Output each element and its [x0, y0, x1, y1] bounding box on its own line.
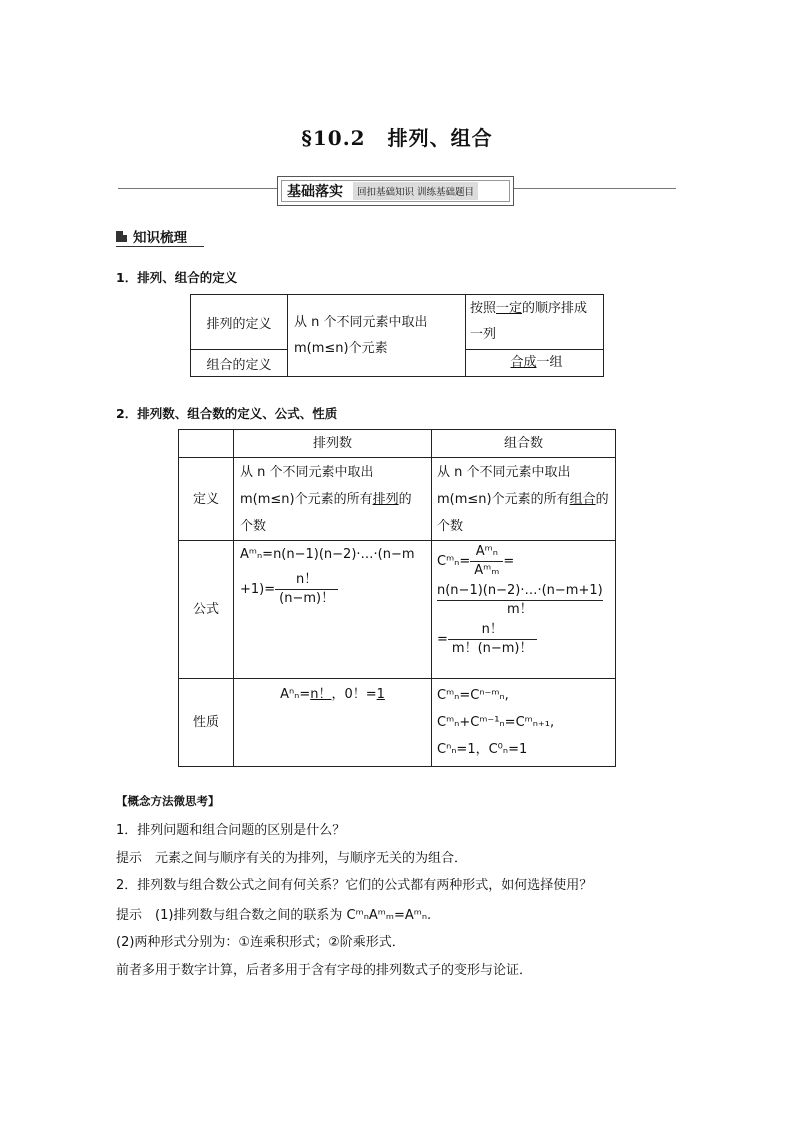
- perm-def-key: 排列: [372, 491, 399, 507]
- perm-fraction: [275, 571, 338, 608]
- answer-1: 提示 元素之间与顺序有关的为排列，与顺序无关的为组合．: [116, 851, 468, 866]
- comb-eq-2: =: [437, 632, 448, 647]
- perm-def-line2: m(m≤n)个元素的所有: [240, 491, 373, 507]
- question-2: 2．排列数与组合数公式之间有何关系？它们的公式都有两种形式，如何选择使用？: [116, 878, 593, 893]
- def-label: 定义: [179, 458, 234, 541]
- perm-prop-b: ，0！=: [331, 687, 377, 702]
- perm-formula-line1: Aᵐₙ=n(n−1)(n−2)·…·(n−m: [240, 547, 415, 562]
- perm-def-line3: 个数: [240, 518, 267, 534]
- comb-prop-line1: Cᵐₙ=Cⁿ⁻ᵐₙ,: [437, 688, 509, 703]
- comb-frac3-num: n！: [448, 621, 537, 640]
- comb-def-cell: [432, 458, 616, 541]
- header-perm: 排列数: [234, 430, 432, 458]
- perm-def-right: [466, 295, 604, 350]
- comb-fraction-2: [437, 582, 603, 619]
- comb-prop-line2: Cᵐₙ+Cᵐ⁻¹ₙ=Cᵐₙ₊₁,: [437, 715, 555, 730]
- comb-fraction-3: [448, 621, 537, 658]
- think-heading: 【概念方法微思考】: [116, 794, 220, 808]
- comb-def-key: 组合: [569, 491, 596, 507]
- perm-def-text-b: 的顺序排成: [522, 301, 588, 316]
- answer-4: 前者多用于数字计算，后者多用于含有字母的排列数式子的变形与论证．: [116, 963, 533, 978]
- perm-def-label: 排列的定义: [191, 295, 288, 350]
- banner-rule-left: [118, 188, 277, 189]
- shared-def-line1: 从 n 个不同元素中取出: [294, 314, 428, 330]
- comb-frac2-num: n(n−1)(n−2)·…·(n−m+1): [437, 582, 603, 601]
- definition-table: [190, 294, 604, 377]
- comb-frac1-num: Aᵐₙ: [470, 543, 503, 562]
- prop-label: 性质: [179, 679, 234, 767]
- comb-def-right: [466, 350, 604, 377]
- perm-frac-num: n！: [275, 571, 338, 590]
- comb-prop-line3: Cⁿₙ=1，C⁰ₙ=1: [437, 742, 528, 757]
- comb-frac1-den: Aᵐₘ: [474, 563, 500, 578]
- perm-prop-u1: n！: [310, 687, 332, 702]
- comb-frac2-den: m！: [507, 602, 533, 617]
- banner-title: 基础落实: [287, 184, 343, 200]
- formula-label: 公式: [179, 541, 234, 679]
- perm-def-line1: 从 n 个不同元素中取出: [240, 464, 374, 480]
- square-bullet-icon: [116, 231, 127, 242]
- comb-prop-cell: [432, 679, 616, 767]
- comb-def-label: 组合的定义: [191, 350, 288, 377]
- answer-3: (2)两种形式分别为：①连乘积形式；②阶乘形式．: [116, 935, 405, 950]
- header-comb: 组合数: [432, 430, 616, 458]
- perm-prop-a: Aⁿₙ=: [280, 687, 311, 702]
- perm-def-text-c: 一列: [470, 327, 497, 342]
- perm-formula-cell: [234, 541, 432, 679]
- corner-cell: [179, 430, 234, 458]
- perm-def-cell: [234, 458, 432, 541]
- perm-prop-u2: 1: [376, 687, 385, 702]
- comb-eq-1: =: [503, 554, 515, 569]
- comb-fraction-1: [470, 543, 503, 580]
- item-2-heading: 2．排列数、组合数的定义、公式、性质: [116, 406, 338, 421]
- shared-def-cell: [288, 295, 466, 377]
- perm-def-text-a: 按照: [470, 301, 497, 316]
- section-number: §10.2: [301, 126, 366, 150]
- formula-table: [178, 429, 616, 767]
- perm-def-de: 的: [398, 491, 412, 507]
- section-banner: [277, 176, 514, 206]
- section-name: 排列、组合: [387, 126, 493, 150]
- comb-def-line2: m(m≤n)个元素的所有: [437, 491, 570, 507]
- perm-formula-line2: +1)=: [240, 582, 276, 597]
- comb-def-text: 一组: [536, 355, 563, 370]
- perm-def-underlined: 一定: [496, 301, 523, 316]
- comb-def-de: 的: [595, 491, 609, 507]
- perm-prop-cell: [234, 679, 432, 767]
- item-1-heading: 1．排列、组合的定义: [116, 270, 238, 285]
- comb-def-line1: 从 n 个不同元素中取出: [437, 464, 571, 480]
- banner-subtitle: 回扣基础知识 训练基础题目: [353, 182, 478, 200]
- comb-def-line3: 个数: [437, 518, 464, 534]
- comb-def-underlined: 合成: [510, 355, 537, 370]
- comb-frac3-den: m！(n−m)！: [451, 641, 533, 656]
- knowledge-heading-text: 知识梳理: [133, 230, 187, 246]
- comb-formula-lhs: Cᵐₙ=: [437, 554, 471, 569]
- comb-formula-cell: [432, 541, 616, 679]
- shared-def-line2: m(m≤n)个元素: [294, 340, 388, 356]
- answer-2: 提示 (1)排列数与组合数之间的联系为 CᵐₙAᵐₘ=Aᵐₙ.: [116, 908, 432, 923]
- question-1: 1．排列问题和组合问题的区别是什么？: [116, 823, 346, 838]
- banner-rule-right: [514, 188, 676, 189]
- knowledge-heading: [116, 226, 204, 247]
- page-title: [0, 122, 794, 151]
- perm-frac-den: (n−m)！: [279, 591, 335, 606]
